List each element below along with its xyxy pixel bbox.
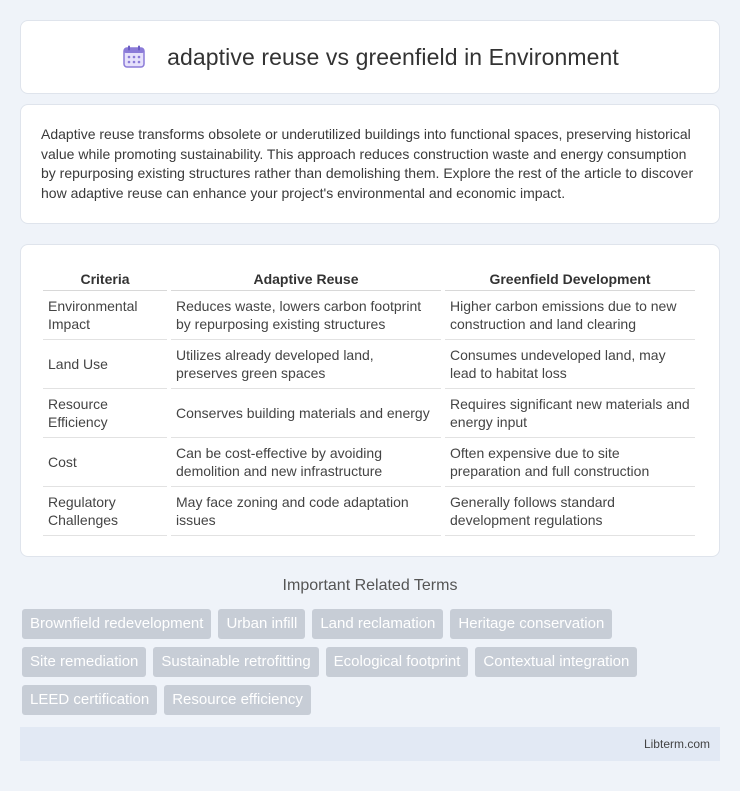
term-tag[interactable]: Brownfield redevelopment [22, 609, 211, 639]
column-header-greenfield: Greenfield Development [445, 265, 695, 291]
related-terms-title: Important Related Terms [282, 577, 458, 594]
table-cell-adaptive-reuse: May face zoning and code adaptation issues [171, 487, 441, 536]
table-cell-adaptive-reuse: Conserves building materials and energy [171, 389, 441, 438]
term-tag[interactable]: Urban infill [218, 609, 305, 639]
table-cell-greenfield: Consumes undeveloped land, may lead to habitat loss [445, 340, 695, 389]
table-row [43, 389, 695, 438]
column-header-adaptive-reuse: Adaptive Reuse [171, 265, 441, 291]
table-cell-greenfield: Requires significant new materials and energy input [445, 389, 695, 438]
table-row [43, 291, 695, 340]
table-row [43, 438, 695, 487]
term-tag[interactable]: Resource efficiency [164, 685, 311, 715]
table-cell-criteria: Cost [43, 438, 167, 487]
table-cell-adaptive-reuse: Can be cost-effective by avoiding demolition and new infrastructure [171, 438, 441, 487]
table-cell-criteria: Environmental Impact [43, 291, 167, 340]
table-header-row [43, 265, 695, 291]
column-header-criteria: Criteria [43, 265, 167, 291]
table-cell-greenfield: Higher carbon emissions due to new construction and land clearing [445, 291, 695, 340]
page-title: adaptive reuse vs greenfield in Environment [167, 43, 619, 70]
table-cell-criteria: Regulatory Challenges [43, 487, 167, 536]
table-cell-greenfield: Generally follows standard development regulations [445, 487, 695, 536]
comparison-table [39, 265, 699, 536]
related-terms-list [22, 609, 722, 715]
table-row [43, 340, 695, 389]
term-tag[interactable]: Site remediation [22, 647, 146, 677]
table-cell-adaptive-reuse: Utilizes already developed land, preserves green spaces [171, 340, 441, 389]
table-cell-criteria: Resource Efficiency [43, 389, 167, 438]
term-tag[interactable]: Contextual integration [475, 647, 637, 677]
term-tag[interactable]: Ecological footprint [326, 647, 469, 677]
table-cell-greenfield: Often expensive due to site preparation and full construction [445, 438, 695, 487]
table-cell-criteria: Land Use [43, 340, 167, 389]
document-calendar-icon [121, 44, 147, 70]
header-card [20, 20, 720, 94]
table-row [43, 487, 695, 536]
table-cell-adaptive-reuse: Reduces waste, lowers carbon footprint by repurposing existing structures [171, 291, 441, 340]
term-tag[interactable]: Land reclamation [312, 609, 443, 639]
term-tag[interactable]: LEED certification [22, 685, 157, 715]
comparison-table-card [20, 244, 720, 557]
footer [20, 727, 720, 761]
term-tag[interactable]: Sustainable retrofitting [153, 647, 318, 677]
term-tag[interactable]: Heritage conservation [450, 609, 612, 639]
intro-card [20, 104, 720, 224]
intro-text: Adaptive reuse transforms obsolete or underutilized buildings into functional spaces, preserving historical value while promoting sustainability. This approach reduces construction waste and energy consumption by repurposing existing structures rather than demolishing them. Explore the rest of the article to discover how adaptive reuse can enhance your project's environmental and economic impact. [41, 126, 694, 201]
footer-site-link[interactable]: Libterm.com [643, 737, 710, 751]
